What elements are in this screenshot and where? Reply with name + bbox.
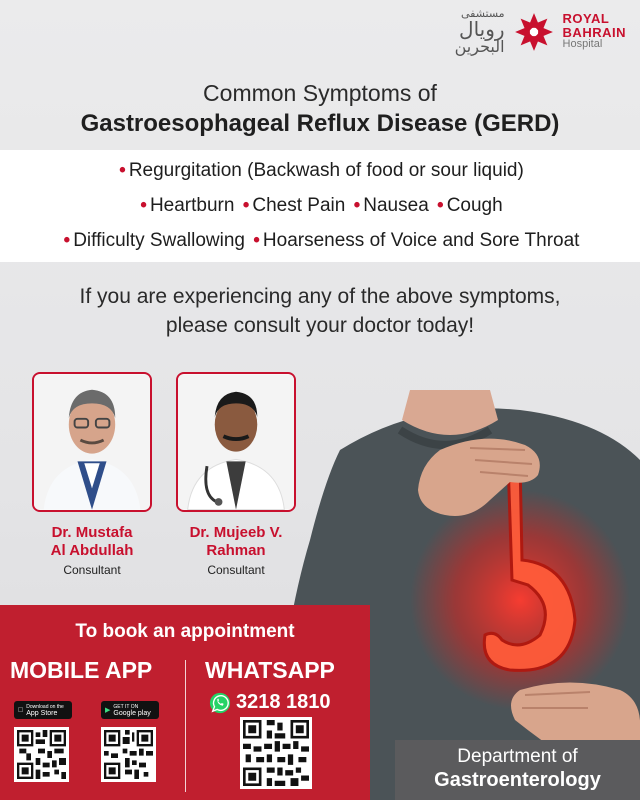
department-banner [395,740,640,800]
hospital-logo [455,8,626,55]
play-triangle-icon: ▶ [105,707,111,714]
advice-line1: If you are experiencing any of the above symptoms, [79,285,561,308]
symptoms-line-3 [0,230,640,252]
symptom-item: Cough [446,195,503,216]
booking-panel [0,605,370,800]
logo-hospital: Hospital [562,38,603,51]
bullet-icon: • [437,195,444,216]
symptom-item: Chest Pain [252,195,346,216]
symptom-item: Hoarseness of Voice and Sore Throat [262,230,580,251]
bullet-icon: • [119,160,126,181]
gplay-label: Google play [113,709,151,717]
mobile-app-heading: MOBILE APP [10,657,153,683]
logo-arabic-line2: رويال [459,17,505,41]
column-divider [185,660,186,792]
symptom-item: Heartburn [149,195,235,216]
logo-arabic-line3: البحرين [454,37,505,56]
appstore-label: App Store [21,709,53,717]
doctor-2-role: Consultant [207,563,265,577]
headline-line2: Gastroesophageal Reflux Disease (GERD) [80,110,560,137]
gplay-small-text: GET IT ON [113,703,139,710]
logo-arabic-line1: مستشفى [460,7,505,20]
qr-code-icon [243,720,309,786]
doctor-1-role: Consultant [63,563,121,577]
symptom-item: Difficulty Swallowing [73,230,245,251]
app-store-badge[interactable] [14,701,72,719]
whatsapp-qr-code[interactable] [240,717,312,789]
googleplay-qr-code[interactable] [101,727,156,782]
apple-icon [18,707,23,714]
symptoms-list [0,150,640,262]
doctor-portrait-icon [178,374,294,510]
appstore-small-text: Download on the [21,703,59,710]
doctor-2-name-line2: Rahman [206,542,266,559]
symptoms-line-2 [0,195,640,217]
headline-line1: Common Symptoms of [203,80,437,106]
bullet-icon: • [253,230,260,251]
symptom-item: Nausea [363,195,429,216]
whatsapp-icon [209,692,231,714]
bullet-icon: • [140,195,147,216]
symptoms-line-1 [0,160,640,182]
advice-line2: please consult your doctor today! [165,314,475,337]
logo-emblem-icon [513,11,555,53]
department-line1: Department of [457,746,578,767]
qr-code-icon [17,730,66,779]
logo-bahrain: BAHRAIN [562,24,626,40]
doctor-1-name [17,524,167,560]
department-line2: Gastroenterology [434,769,601,791]
logo-english-text [563,12,626,51]
booking-title: To book an appointment [75,621,295,642]
whatsapp-number-text: 3218 1810 [236,691,331,713]
logo-royal: ROYAL [562,11,610,27]
bullet-icon: • [242,195,250,216]
qr-code-icon [104,730,153,779]
bullet-icon: • [353,195,361,216]
doctor-1-name-line2: Al Abdullah [50,542,134,559]
bullet-icon: • [63,230,71,251]
doctor-photo-2 [176,372,296,512]
advice-text [0,282,640,340]
doctor-2-name-line1: Dr. Mujeeb V. [189,524,283,541]
google-play-badge[interactable] [101,701,159,719]
whatsapp-heading: WHATSAPP [205,657,335,683]
doctor-photo-1 [32,372,152,512]
appstore-qr-code[interactable] [14,727,69,782]
doctor-portrait-icon [34,374,150,510]
doctor-1-name-line1: Dr. Mustafa [51,524,133,541]
logo-arabic-text [455,8,505,55]
doctor-2-name [161,524,311,560]
symptom-item: Regurgitation (Backwash of food or sour liquid) [128,160,524,181]
whatsapp-number[interactable] [209,691,331,714]
